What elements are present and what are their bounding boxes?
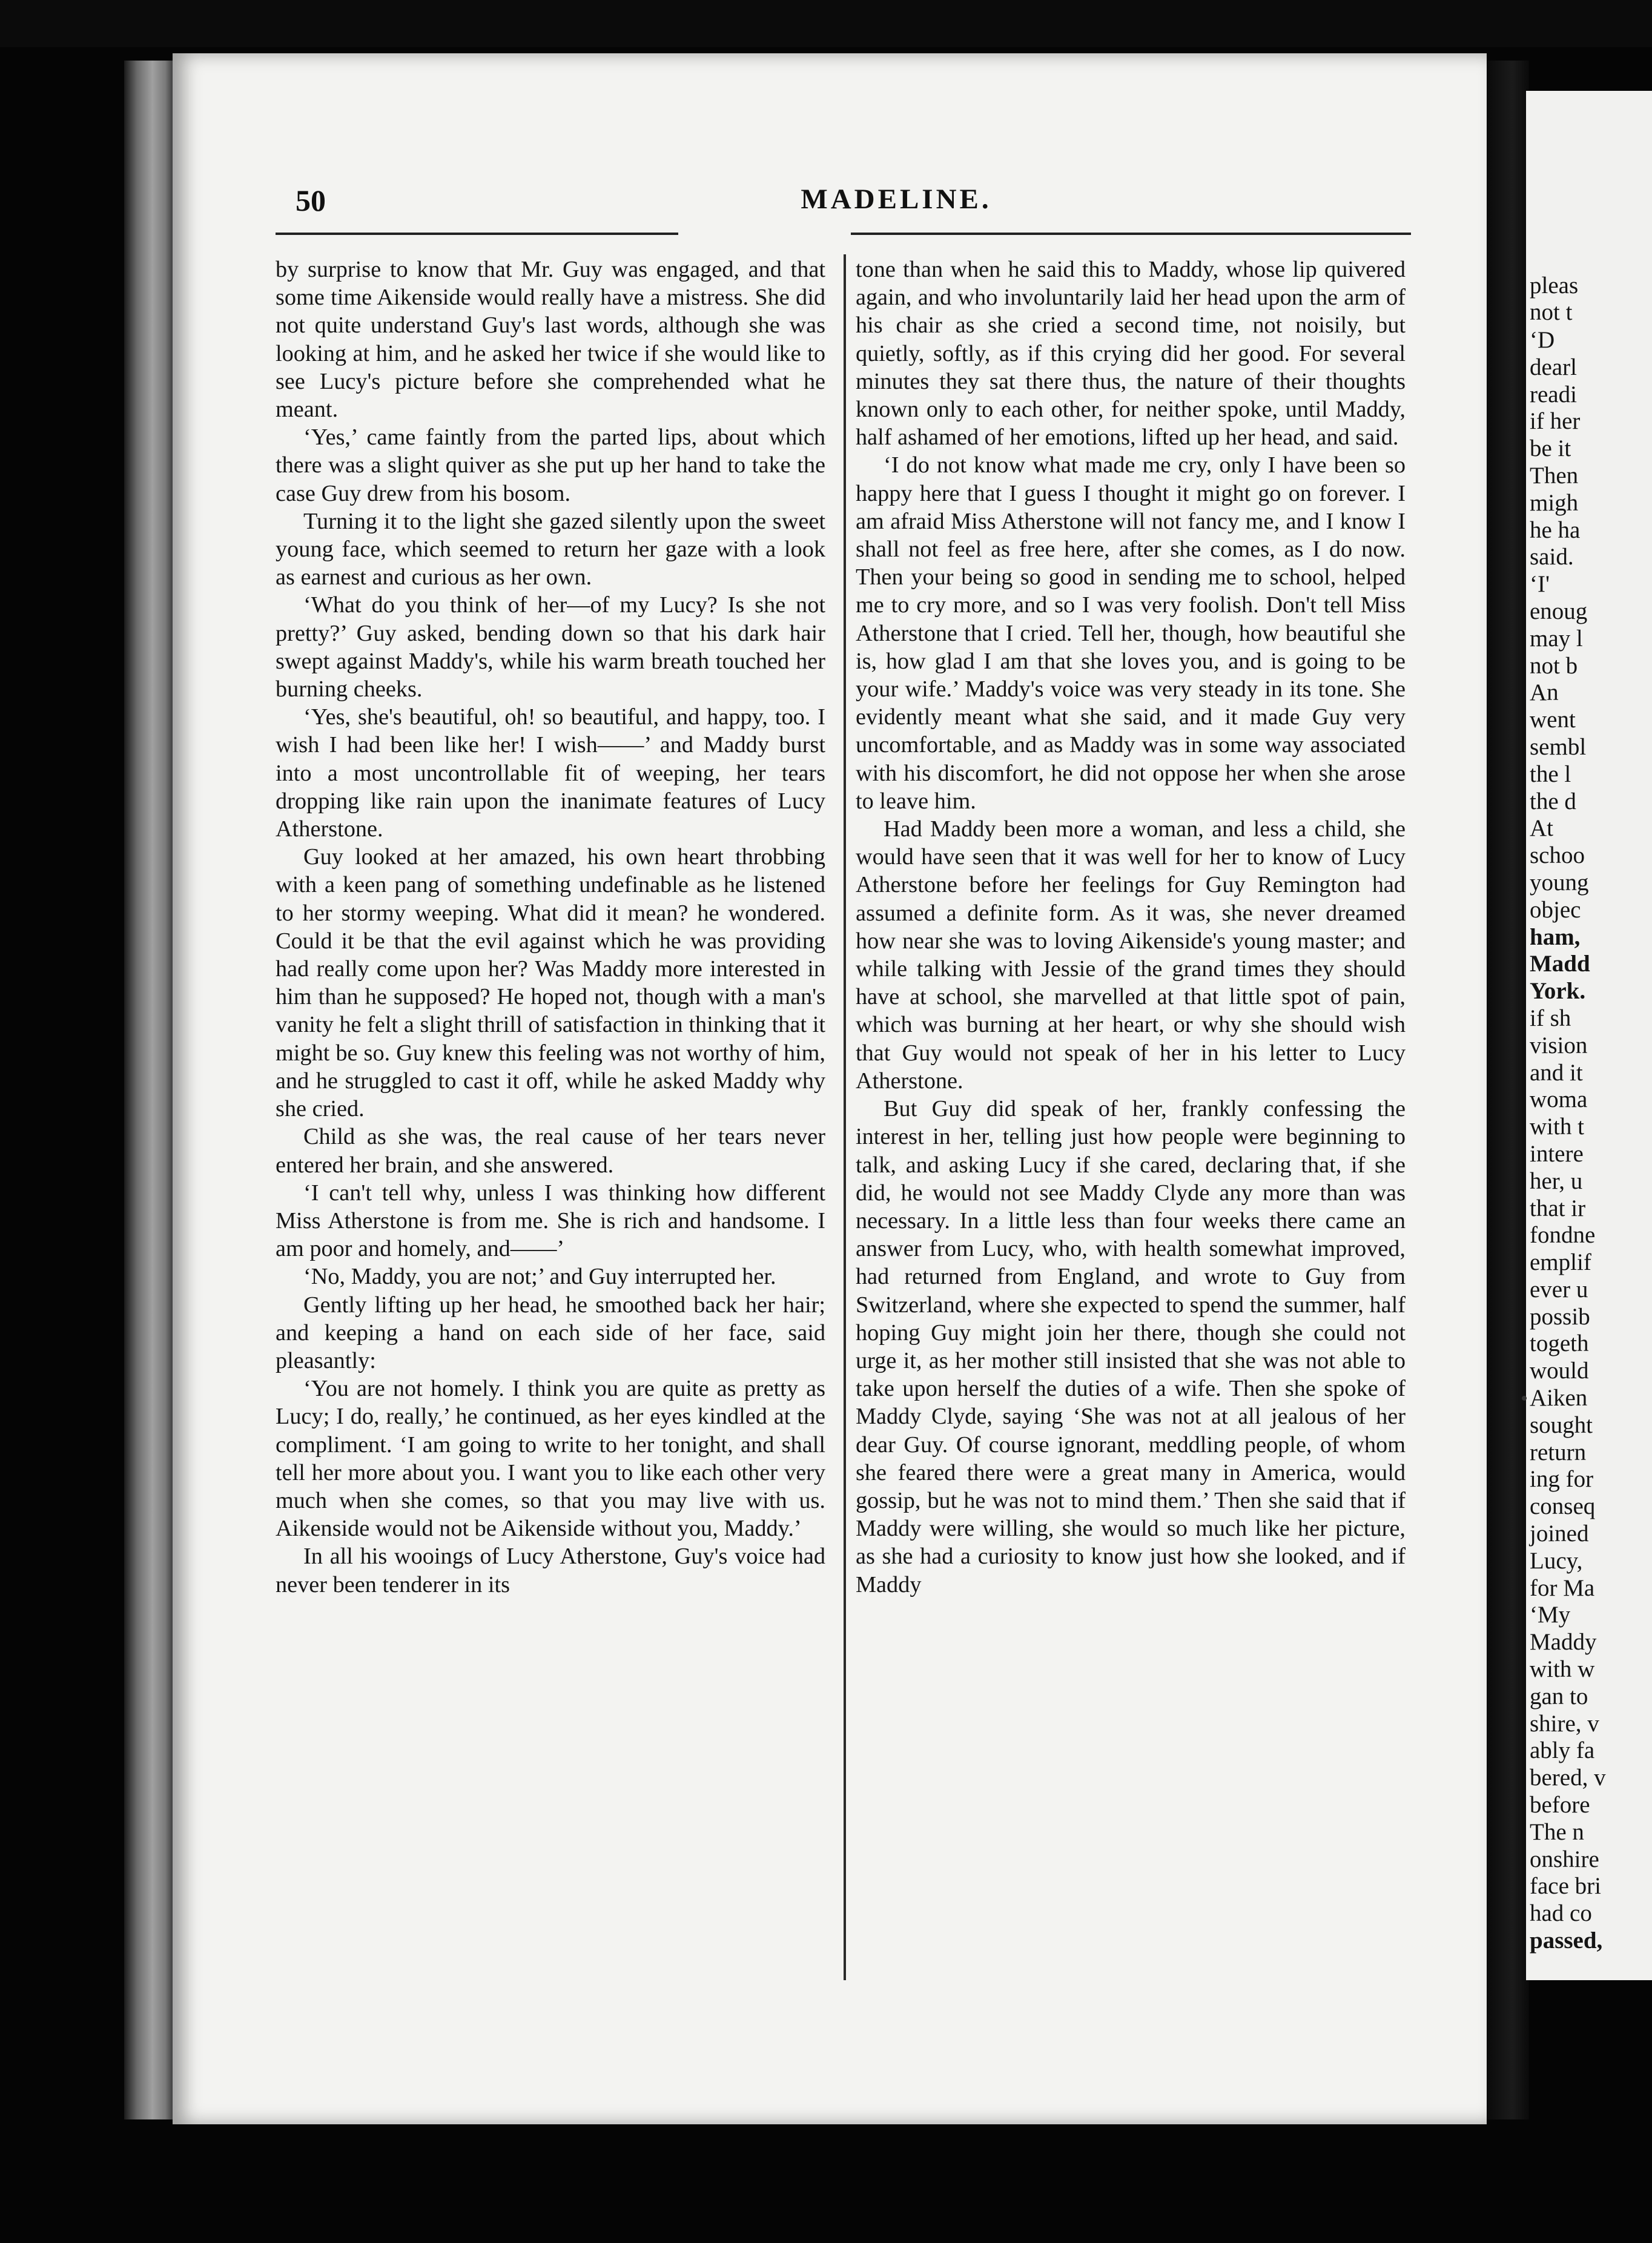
paragraph: Gently lifting up her head, he smoothed back her hair; and keeping a hand on each side of her face, said pleasantly: bbox=[276, 1292, 825, 1373]
peek-line: fondne bbox=[1530, 1222, 1596, 1249]
peek-line: sembl bbox=[1530, 733, 1587, 760]
paragraph: But Guy did speak of her, frankly confessing the interest in her, telling just how people were beginning to talk, and asking Lucy if she cared, declaring that, if she did, he would not see Maddy Clyde any more than was necessary. In a little less than four weeks there came an answer from Lucy, who, with health somewhat improved, had returned from England, and wrote to Guy from Switzerland, where she expected to spend the summer, half hoping Guy might join her there, though she could not urge it, as her mother still insisted that she was not able to take upon herself the duties of a wife. Then she spoke of Maddy Clyde, saying ‘She was not at all jealous of her dear Guy. Of course ignorant, meddling people, of whom she feared there were a great many in America, would gossip, but he was not to mind them.’ Then she said that if Maddy were willing, she would so much like her picture, as she had a curiosity to know just how she looked, and if Maddy bbox=[856, 1096, 1406, 1597]
paragraph: ‘Yes,’ came faintly from the parted lips, about which there was a slight quiver as she put up her hand to take the case Guy drew from his bosom. bbox=[276, 424, 825, 506]
peek-line: schoo bbox=[1530, 842, 1585, 869]
paragraph: Child as she was, the real cause of her tears never entered her brain, and she answered. bbox=[276, 1124, 825, 1178]
peek-line: the l bbox=[1530, 761, 1571, 787]
peek-lines bbox=[1526, 327, 1652, 1955]
peek-line: young bbox=[1530, 869, 1589, 896]
ink-smudge bbox=[1522, 1396, 1527, 1401]
peek-line: Maddy bbox=[1530, 1629, 1597, 1656]
peek-line: he ha bbox=[1530, 517, 1581, 543]
peek-line: ing for bbox=[1530, 1466, 1594, 1493]
left-text-column bbox=[276, 256, 825, 1599]
peek-line: if her bbox=[1530, 408, 1581, 435]
peek-line: The n bbox=[1530, 1819, 1584, 1845]
peek-line: onshire bbox=[1530, 1846, 1599, 1872]
page-number: 50 bbox=[296, 183, 326, 217]
peek-line: intere bbox=[1530, 1140, 1584, 1167]
peek-line: may l bbox=[1530, 625, 1583, 652]
peek-line: Madd bbox=[1530, 951, 1590, 977]
paragraph: ‘What do you think of her—of my Lucy? Is she not pretty?’ Guy asked, bending down so that his dark hair swept against Maddy's, while his warm breath touched her burning cheeks. bbox=[276, 592, 825, 702]
peek-line: not t bbox=[1530, 299, 1573, 325]
peek-line: ‘I' bbox=[1530, 571, 1550, 598]
peek-line: be it bbox=[1530, 435, 1571, 462]
paragraph: In all his wooings of Lucy Atherstone, Guy's voice had never been tenderer in its bbox=[276, 1544, 825, 1597]
peek-line: Then bbox=[1530, 462, 1579, 489]
peek-line: enoug bbox=[1530, 598, 1588, 624]
peek-line: said. bbox=[1530, 544, 1574, 570]
peek-line: for Ma bbox=[1530, 1574, 1595, 1601]
peek-line: At bbox=[1530, 815, 1553, 842]
paragraph: Guy looked at her amazed, his own heart throbbing with a keen pang of something undefinable as he listened to her stormy weeping. What did it mean? he wondered. Could it be that the evil against which he was providing had really come upon her? Was Maddy more interested in him than he supposed? He hoped not, though with a man's vanity he felt a slight thrill of satisfaction in thinking that it might be so. Guy knew this feeling was not worthy of him, and he struggled to cast it off, while he asked Maddy why she cried. bbox=[276, 844, 825, 1122]
peek-line: face bri bbox=[1530, 1873, 1601, 1900]
right-text-column bbox=[856, 256, 1406, 1599]
peek-line: and it bbox=[1530, 1059, 1583, 1086]
peek-line: ‘My bbox=[1530, 1602, 1571, 1628]
peek-line: vision bbox=[1530, 1032, 1588, 1059]
peek-line: York. bbox=[1530, 978, 1586, 1005]
peek-line: dearl bbox=[1530, 354, 1577, 380]
peek-line: went bbox=[1530, 707, 1576, 733]
peek-line: readi bbox=[1530, 381, 1577, 408]
header-rule-right bbox=[851, 233, 1411, 235]
peek-line: had co bbox=[1530, 1900, 1592, 1927]
peek-line: togeth bbox=[1530, 1330, 1589, 1357]
paragraph: ‘I do not know what made me cry, only I have been so happy here that I guess I thought it might go on forever. I am afraid Miss Atherstone will not fancy me, and I know I shall not feel as free here, after she comes, as I do now. Then your being so good in sending me to school, helped me to cry more, and so I was very foolish. Don't tell Miss Atherstone that I cried. Tell her, though, how beautiful she is, how glad I am that she loves you, and is going to be your wife.’ Maddy's voice was very steady in its tone. She evidently meant what she said, and it made Guy very uncomfortable, and as Maddy was in some way associated with his discomfort, he did not oppose her when she arose to leave him. bbox=[856, 452, 1406, 814]
peek-line: gan to bbox=[1530, 1683, 1588, 1710]
peek-line: bered, v bbox=[1530, 1765, 1606, 1791]
paragraph: ‘Yes, she's beautiful, oh! so beautiful, and happy, too. I wish I had been like her! I wish——’ and Maddy burst into a most uncontrollable fit of weeping, her tears dropping like rain upon the inanimate features of Lucy Atherstone. bbox=[276, 704, 825, 842]
peek-line: return bbox=[1530, 1439, 1587, 1465]
paragraph: ‘You are not homely. I think you are quite as pretty as Lucy; I do, really,’ he continued, as her eyes kindled at the compliment. ‘I am going to write to her tonight, and shall tell her more about you. I want you to like each other very much when she comes, so that you may live with us. Aikenside would not be Aikenside without you, Maddy.’ bbox=[276, 1376, 825, 1542]
column-divider bbox=[844, 254, 846, 1980]
peek-line: before bbox=[1530, 1792, 1590, 1819]
running-head: MADELINE. bbox=[801, 183, 992, 215]
peek-line: passed, bbox=[1530, 1928, 1603, 1954]
peek-line: Aiken bbox=[1530, 1385, 1588, 1412]
peek-line: woma bbox=[1530, 1086, 1588, 1113]
peek-line: with t bbox=[1530, 1114, 1584, 1140]
peek-line: that ir bbox=[1530, 1195, 1586, 1221]
peek-line: sought bbox=[1530, 1412, 1593, 1438]
peek-line: conseq bbox=[1530, 1493, 1596, 1520]
paragraph: Had Maddy been more a woman, and less a child, she would have seen that it was well for her to know of Lucy Atherstone before her feelings for Guy Remington had assumed a definite form. As it was, she never dreamed how near she was to loving Aikenside's young master; and while talking with Jessie of the grand times they should have at school, she marvelled at that little spot of pain, which was burning at her heart, or why she should wish that Guy would not speak of her in his letter to Lucy Atherstone. bbox=[856, 816, 1406, 1094]
peek-line: would bbox=[1530, 1358, 1589, 1384]
scan-background-top bbox=[0, 0, 1652, 47]
adjacent-page-fragment bbox=[1526, 91, 1652, 1980]
peek-line: ‘D bbox=[1530, 327, 1555, 353]
paragraph: Turning it to the light she gazed silently upon the sweet young face, which seemed to return her gaze with a look as earnest and curious as her own. bbox=[276, 508, 825, 590]
paragraph: tone than when he said this to Maddy, whose lip quivered again, and who involuntarily laid her head upon the arm of his chair as she cried a second time, not noisily, but quietly, softly, as if this crying did her good. For several minutes they sat there thus, the nature of their thoughts known only to each other, for neither spoke, until Maddy, half ashamed of her emotions, lifted up her head, and said. bbox=[856, 257, 1406, 451]
paragraph: by surprise to know that Mr. Guy was engaged, and that some time Aikenside would really have a mistress. She did not quite understand Guy's last words, although she was looking at him, and he asked her twice if she would like to see Lucy's picture before she comprehended what he meant. bbox=[276, 257, 825, 423]
peek-line: ever u bbox=[1530, 1276, 1588, 1303]
peek-line: joined bbox=[1530, 1521, 1589, 1547]
peek-line: if sh bbox=[1530, 1005, 1571, 1031]
page-gutter bbox=[1487, 61, 1529, 2119]
peek-line: ably fa bbox=[1530, 1737, 1595, 1764]
peek-line: migh bbox=[1530, 489, 1579, 516]
peek-line: An bbox=[1530, 679, 1559, 706]
peek-line: with w bbox=[1530, 1656, 1595, 1683]
peek-line: shire, v bbox=[1530, 1710, 1599, 1737]
peek-line: ham, bbox=[1530, 923, 1581, 950]
book-spine-edge bbox=[124, 61, 176, 2119]
peek-line: Lucy, bbox=[1530, 1547, 1583, 1574]
peek-line: the d bbox=[1530, 788, 1576, 814]
header-rule-left bbox=[276, 233, 678, 235]
peek-line: pleas bbox=[1530, 273, 1579, 299]
peek-line: objec bbox=[1530, 896, 1581, 923]
peek-line: emplif bbox=[1530, 1249, 1591, 1276]
peek-line: not b bbox=[1530, 652, 1578, 679]
paragraph: ‘I can't tell why, unless I was thinking how different Miss Atherstone is from me. She is rich and handsome. I am poor and homely, and——’ bbox=[276, 1180, 825, 1262]
peek-line: possib bbox=[1530, 1303, 1590, 1330]
paragraph: ‘No, Maddy, you are not;’ and Guy interrupted her. bbox=[303, 1264, 776, 1290]
peek-line: her, u bbox=[1530, 1168, 1583, 1194]
